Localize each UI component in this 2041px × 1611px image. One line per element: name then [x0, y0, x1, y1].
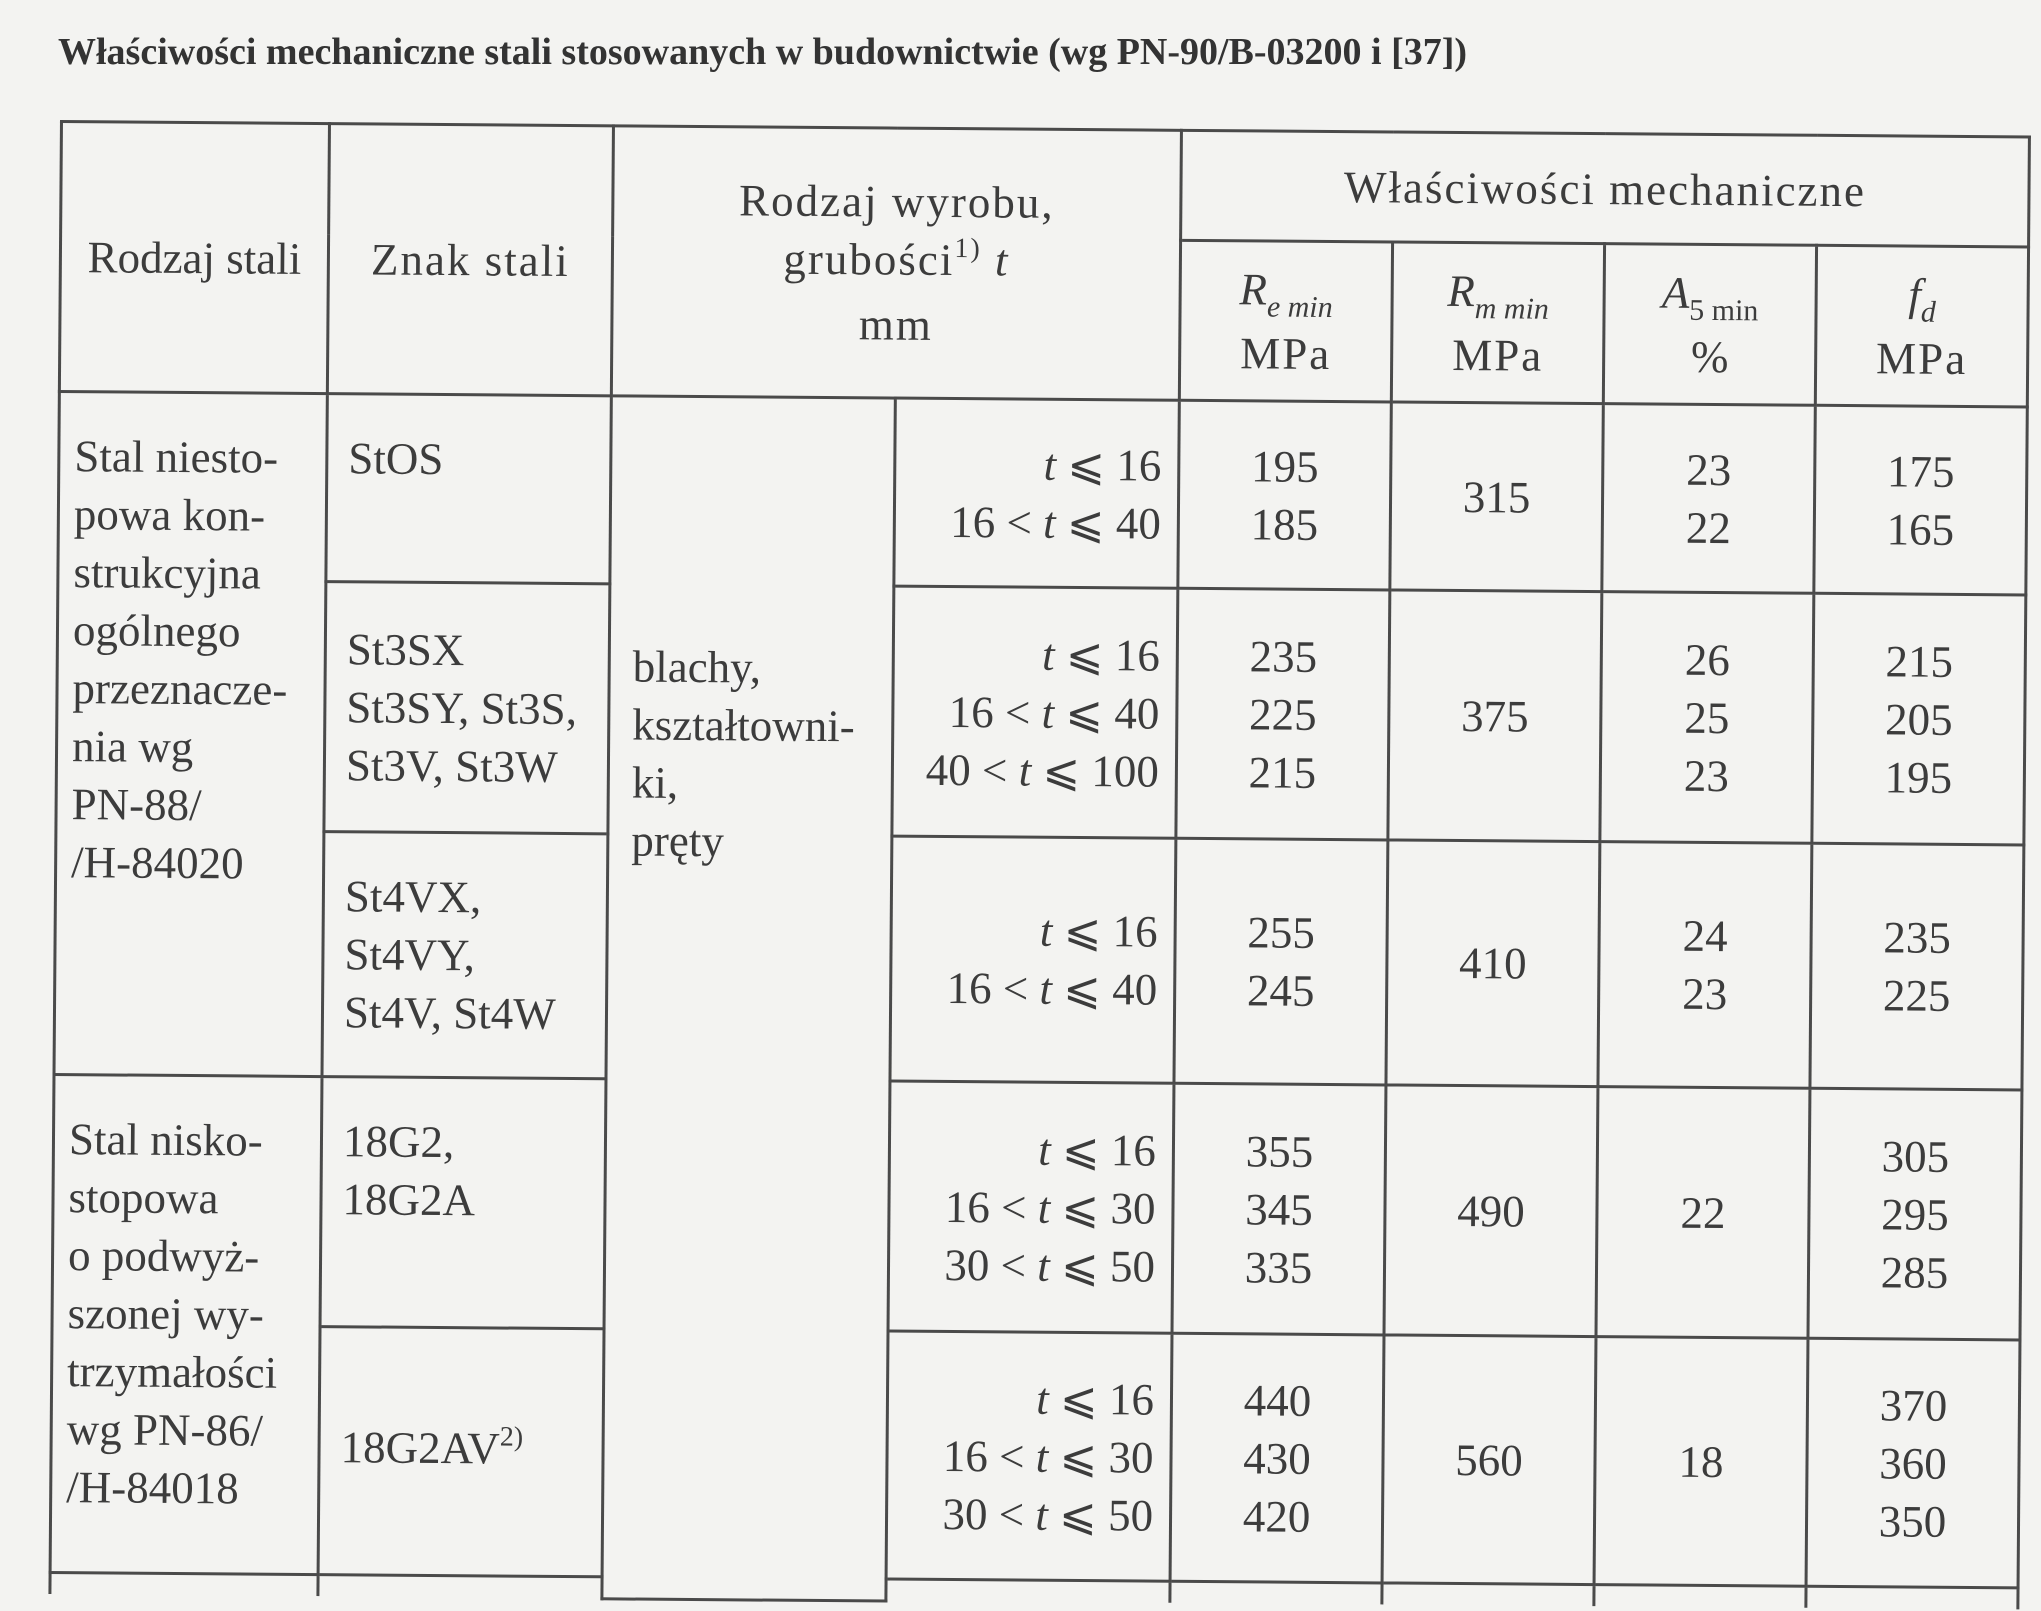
header-rm-min: $R_{m min}$ MPa: [1391, 242, 1604, 404]
empty-cell: [1170, 1581, 1382, 1604]
steel-grade-cell: StOS: [326, 394, 611, 584]
fd-cell: 215 205 195: [1812, 593, 2026, 845]
thickness-range-cell: t ⩽ 16 16 < t ⩽ 30 30 < t ⩽ 50: [888, 1081, 1174, 1333]
re-min-cell: 235 225 215: [1176, 588, 1390, 840]
variable-t: t: [1036, 1373, 1049, 1424]
empty-cell: [1806, 1586, 2018, 1609]
a5-min-cell: 18: [1594, 1337, 1808, 1587]
steel-grade-cell: 18G2AV$^{2)}$: [318, 1327, 604, 1577]
table-row: [50, 1324, 2020, 1587]
a5-min-cell: 26 25 23: [1600, 592, 1814, 844]
re-min-cell: 195 185: [1178, 400, 1391, 590]
re-min-cell: 440 430 420: [1170, 1333, 1384, 1583]
thickness-range-cell: t ⩽ 16 16 < t ⩽ 30 30 < t ⩽ 50: [886, 1331, 1172, 1581]
re-min-cell: 355 345 335: [1172, 1083, 1386, 1335]
a5-min-cell: 24 23: [1598, 842, 1812, 1089]
header-fd: $f_d$ MPa: [1815, 245, 2028, 407]
table-row: [52, 1074, 2022, 1339]
table-row: [56, 579, 2026, 844]
header-wlasciwosci-mechaniczne: Właściwości mechaniczne: [1181, 130, 2030, 247]
steel-grade-cell: 18G2, 18G2A: [320, 1077, 606, 1329]
steel-grade-cell: St4VX, St4VY, St4V, St4W: [322, 832, 608, 1079]
re-min-cell: 255 245: [1174, 838, 1388, 1085]
header-rodzaj-wyrobu: Rodzaj wyrobu, grubości$^{1)}$ t mm: [611, 126, 1181, 400]
variable-t: t: [1037, 1240, 1051, 1291]
fd-cell: 305 295 285: [1808, 1088, 2022, 1340]
thickness-range-cell: t ⩽ 16 16 < t ⩽ 40: [890, 836, 1176, 1083]
rm-min-cell: 560: [1382, 1335, 1596, 1585]
variable-t: t: [1039, 905, 1053, 956]
variable-t: t: [1039, 963, 1053, 1014]
variable-t: t: [1038, 1124, 1051, 1175]
steel-grade-cell: St3SX St3SY, St3S, St3V, St3W: [324, 582, 610, 834]
variable-t: t: [1037, 1182, 1051, 1233]
empty-cell: [318, 1575, 602, 1599]
header-a5-min: $A_{5 min}$ %: [1603, 244, 1816, 406]
rm-min-cell: 375: [1388, 590, 1602, 842]
steel-group-unalloyed: Stal niesto- powa kon- strukcyjna ogólnego przeznacze- nia wg PN-88/ /H-84020: [54, 392, 327, 1077]
steel-group-low-alloy: Stal nisko- stopowa o podwyż- szonej wy- trzymałości wg PN-86/ /H-84018: [50, 1074, 322, 1574]
empty-cell: [886, 1579, 1170, 1603]
steel-properties-table: [48, 120, 2031, 1611]
table-title: Właściwości mechaniczne stali stosowanych w budownictwie (wg PN-90/B-03200 i [37]): [58, 31, 1468, 73]
empty-cell: [1594, 1585, 1806, 1608]
rm-min-cell: 410: [1386, 840, 1600, 1087]
table-row: [58, 392, 2027, 595]
fd-cell: 235 225: [1810, 843, 2024, 1090]
header-re-min: $R_{e min}$ MPa: [1179, 240, 1392, 402]
variable-t: t: [1043, 439, 1057, 490]
empty-cell: [50, 1572, 318, 1596]
thickness-range-cell: t ⩽ 16 16 < t ⩽ 40: [894, 398, 1179, 588]
variable-t: t: [1042, 497, 1056, 548]
header-row-1: [61, 122, 2030, 247]
table-row: [54, 829, 2024, 1089]
variable-t: t: [1018, 745, 1032, 796]
variable-t: t: [1035, 1489, 1049, 1540]
fd-cell: 175 165: [1814, 405, 2027, 595]
product-type-cell: blachy, kształtowni- ki, pręty: [602, 396, 895, 1601]
a5-min-cell: 23 22: [1602, 404, 1815, 594]
header-rodzaj-stali: Rodzaj stali: [59, 122, 329, 394]
rm-min-cell: 315: [1390, 402, 1603, 592]
rm-min-cell: 490: [1384, 1085, 1598, 1337]
variable-t: t: [1041, 687, 1055, 738]
fd-cell: 370 360 350: [1806, 1338, 2020, 1588]
empty-cell: [1382, 1583, 1594, 1606]
variable-t: t: [1041, 629, 1055, 680]
thickness-range-cell: t ⩽ 16 16 < t ⩽ 40 40 < t ⩽ 100: [892, 586, 1178, 838]
variable-t: t: [1035, 1431, 1049, 1482]
a5-min-cell: 22: [1596, 1087, 1810, 1339]
header-znak-stali: Znak stali: [327, 124, 613, 396]
